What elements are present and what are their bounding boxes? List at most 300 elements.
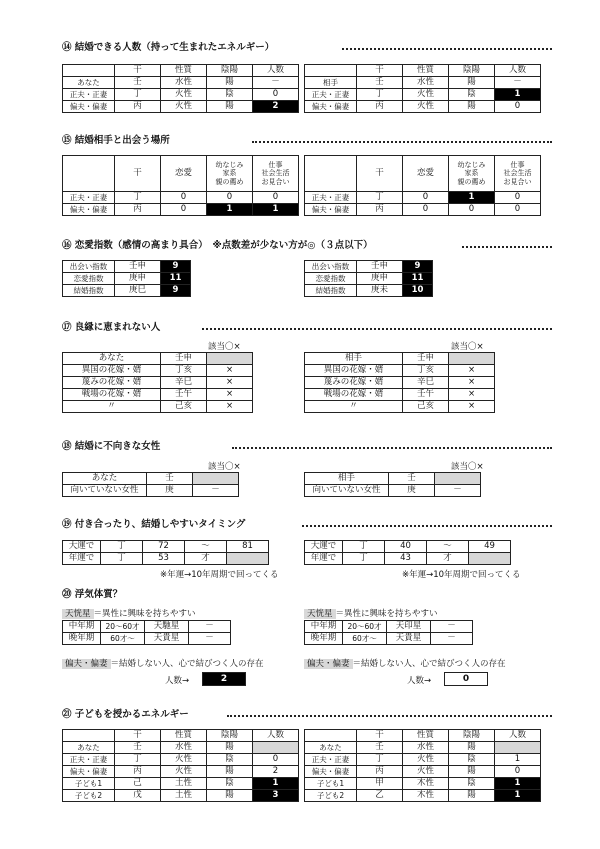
table-row: [305, 754, 541, 766]
table-cell: 49: [469, 541, 511, 553]
table-cell: 3: [253, 790, 299, 802]
count-box: 2: [202, 672, 246, 686]
dotted-leader: [232, 447, 552, 449]
table-cell: 10: [403, 285, 433, 297]
table-cell: 己亥: [161, 401, 207, 413]
row-label: 偏夫・偏妻: [63, 101, 115, 113]
table-row: [305, 553, 511, 565]
table-cell: 水性: [161, 77, 207, 89]
unsuited-table-partner: [304, 472, 481, 497]
table-row: [305, 389, 495, 401]
table-cell: 壬: [147, 473, 193, 485]
unsuited-table-you: [62, 472, 239, 497]
table-cell: 陰: [207, 754, 253, 766]
table-row: [63, 89, 299, 101]
table-row: [63, 101, 299, 113]
dotted-leader: [227, 715, 552, 717]
section-21: [62, 708, 552, 722]
row-label: 結婚指数: [63, 285, 115, 297]
table-row: [305, 273, 433, 285]
table-cell: －: [189, 633, 231, 645]
table-cell: 壬申: [161, 353, 207, 365]
applicable-note: 該当〇×: [208, 462, 241, 472]
row-label: 向いていない女性: [63, 485, 147, 497]
meeting-place-table-partner: [304, 155, 541, 216]
table-cell: 丁亥: [161, 365, 207, 377]
header-cell: 陰陽: [207, 65, 253, 77]
header-cell: 干: [115, 65, 161, 77]
table-cell: 水性: [403, 77, 449, 89]
row-label: あなた: [63, 353, 161, 365]
table-cell: 土性: [161, 778, 207, 790]
table-cell: 丁: [343, 553, 385, 565]
table-cell: 丙: [357, 101, 403, 113]
table-cell: ×: [449, 401, 495, 413]
row-label: 結婚指数: [305, 285, 357, 297]
row-label: 中年期: [63, 621, 101, 633]
table-cell: ×: [449, 389, 495, 401]
table-cell: 水性: [403, 742, 449, 754]
star-tag: 天恍星: [304, 609, 336, 619]
table-cell: 0: [253, 192, 299, 204]
star-line: [62, 607, 196, 619]
table-cell: 壬申: [115, 261, 161, 273]
row-label: 偏夫・偏妻: [63, 766, 115, 778]
table-row: [305, 541, 511, 553]
row-label: 出会い指数: [305, 261, 357, 273]
row-label: 向いていない女性: [305, 485, 389, 497]
table-cell: 0: [403, 204, 449, 216]
dotted-leader: [302, 525, 552, 527]
header-cell: 干: [115, 730, 161, 742]
section-title: ㉑ 子どもを授かるエネルギー: [62, 709, 189, 720]
table-cell: 0: [253, 754, 299, 766]
table-cell: 戊: [115, 790, 161, 802]
table-cell: 60才～: [101, 633, 145, 645]
row-label: 大運で: [63, 541, 101, 553]
header-cell: 恋愛: [161, 156, 207, 192]
header-cell: 性質: [403, 65, 449, 77]
header-cell: 干: [357, 156, 403, 192]
section-title: ⑯ 恋愛指数（感情の高まり具合） ※点数差が少ない方が◎（３点以下）: [62, 240, 373, 251]
table-cell: 火性: [161, 101, 207, 113]
table-cell: 火性: [161, 754, 207, 766]
row-label: 正夫・正妻: [63, 754, 115, 766]
table-cell: 丁: [357, 754, 403, 766]
table-cell: [253, 742, 299, 754]
section-title: ⑭ 結婚できる人数（持って生まれたエネルギー）: [62, 42, 275, 53]
table-cell: [193, 473, 239, 485]
header-cell: 干: [357, 65, 403, 77]
table-cell: 9: [161, 285, 191, 297]
table-row: [63, 365, 253, 377]
table-cell: 丁: [101, 541, 143, 553]
table-row: [63, 77, 299, 89]
table-cell: 0: [495, 766, 541, 778]
header-cell: [305, 730, 357, 742]
children-energy-table-partner: [304, 729, 541, 802]
table-cell: 庚未: [357, 285, 403, 297]
table-row: [63, 273, 191, 285]
table-cell: ×: [207, 389, 253, 401]
header-cell: 仕事 社会生活 お見合い: [495, 156, 541, 192]
header-row: [63, 65, 299, 77]
table-cell: 丁: [115, 192, 161, 204]
row-label: 戦場の花嫁・婿: [63, 389, 161, 401]
section-18: [62, 440, 552, 454]
marriage-count-table-partner: [304, 64, 541, 113]
dotted-leader: [202, 328, 552, 330]
table-row: [63, 353, 253, 365]
applicable-note: 該当〇×: [451, 342, 484, 352]
table-cell: 火性: [161, 766, 207, 778]
section-20: [62, 588, 552, 602]
cycle-note: ※年運→10年周期で回ってくる: [160, 570, 279, 580]
row-label: 正夫・正妻: [305, 192, 357, 204]
infidelity-table-partner: [304, 620, 473, 645]
table-row: [63, 261, 191, 273]
count-label: 人数→: [165, 676, 190, 686]
table-cell: 火性: [403, 754, 449, 766]
table-cell: 1: [495, 790, 541, 802]
table-cell: －: [253, 77, 299, 89]
tag-desc: ＝結婚しない人、心で結びつく人の存在: [352, 659, 506, 669]
table-cell: －: [193, 485, 239, 497]
row-label: 晩年期: [63, 633, 101, 645]
table-row: [305, 473, 481, 485]
table-cell: 木性: [403, 778, 449, 790]
table-cell: 火性: [161, 89, 207, 101]
table-row: [305, 621, 473, 633]
table-row: [63, 742, 299, 754]
star-desc: ＝異性に興味を持ちやすい: [93, 609, 196, 619]
table-cell: 丙: [115, 204, 161, 216]
table-row: [63, 485, 239, 497]
table-row: [305, 101, 541, 113]
table-cell: 0: [495, 101, 541, 113]
marriage-count-table-you: [62, 64, 299, 113]
row-label: 〃: [63, 401, 161, 413]
table-cell: 陽: [207, 766, 253, 778]
table-cell: 丁亥: [403, 365, 449, 377]
header-cell: 仕事 社会生活 お見合い: [253, 156, 299, 192]
header-cell: 干: [357, 730, 403, 742]
table-cell: 11: [403, 273, 433, 285]
row-label: 偏夫・偏妻: [305, 101, 357, 113]
section-title: ⑰ 良縁に恵まれない人: [62, 322, 161, 333]
row-label: あなた: [63, 473, 147, 485]
table-cell: 才: [185, 553, 227, 565]
row-label: 相手: [305, 353, 403, 365]
section-title: ⑮ 結婚相手と出会う場所: [62, 135, 170, 146]
table-cell: 丙: [357, 766, 403, 778]
row-label: 正夫・正妻: [63, 192, 115, 204]
table-row: [305, 377, 495, 389]
table-row: [63, 778, 299, 790]
table-cell: 丙: [115, 101, 161, 113]
row-label: 蔑みの花嫁・婿: [63, 377, 161, 389]
row-label: 偏夫・偏妻: [305, 204, 357, 216]
header-row: [305, 730, 541, 742]
table-cell: 1: [449, 192, 495, 204]
tag-desc: ＝結婚しない人、心で結びつく人の存在: [110, 659, 264, 669]
table-cell: －: [431, 633, 473, 645]
row-label: 年運で: [305, 553, 343, 565]
tag-label: 偏夫・偏妻: [62, 659, 111, 669]
table-cell: [435, 473, 481, 485]
section-title: ⑲ 付き合ったり、結婚しやすいタイミング: [62, 519, 246, 530]
table-cell: 木性: [403, 790, 449, 802]
table-cell: 20～60才: [343, 621, 387, 633]
table-cell: 陽: [449, 101, 495, 113]
table-cell: 土性: [161, 790, 207, 802]
table-cell: 53: [143, 553, 185, 565]
table-cell: 丁: [357, 89, 403, 101]
row-label: あなた: [63, 77, 115, 89]
table-cell: 丁: [115, 754, 161, 766]
header-cell: 干: [115, 156, 161, 192]
table-cell: 陽: [207, 790, 253, 802]
table-cell: 0: [253, 89, 299, 101]
cycle-note: ※年運→10年周期で回ってくる: [402, 570, 521, 580]
table-cell: 陽: [207, 77, 253, 89]
table-cell: 天貴星: [145, 633, 189, 645]
table-cell: －: [431, 621, 473, 633]
row-label: 戦場の花嫁・婿: [305, 389, 403, 401]
table-cell: 庚申: [357, 273, 403, 285]
row-label: 恋愛指数: [305, 273, 357, 285]
count-box: 0: [444, 672, 488, 686]
table-cell: 壬午: [403, 389, 449, 401]
table-cell: [469, 553, 511, 565]
row-label: 晩年期: [305, 633, 343, 645]
table-cell: ×: [449, 377, 495, 389]
table-row: [63, 633, 231, 645]
table-cell: 壬: [115, 742, 161, 754]
row-label: 中年期: [305, 621, 343, 633]
children-energy-table-you: [62, 729, 299, 802]
header-row: [63, 730, 299, 742]
tag-line: [62, 657, 264, 669]
row-label: 異国の花嫁・婿: [305, 365, 403, 377]
table-cell: 水性: [161, 742, 207, 754]
table-row: [63, 192, 299, 204]
row-label: 〃: [305, 401, 403, 413]
header-cell: 性質: [403, 730, 449, 742]
love-index-table-partner: [304, 260, 433, 297]
row-label: 正夫・正妻: [305, 89, 357, 101]
table-cell: －: [495, 77, 541, 89]
table-row: [63, 766, 299, 778]
table-cell: 0: [495, 192, 541, 204]
header-cell: [305, 65, 357, 77]
header-cell: [63, 65, 115, 77]
table-cell: 庚: [389, 485, 435, 497]
tag-line: [304, 657, 506, 669]
meeting-place-table-you: [62, 155, 299, 216]
table-cell: ×: [449, 365, 495, 377]
table-row: [305, 192, 541, 204]
header-cell: 人数: [253, 65, 299, 77]
table-row: [305, 204, 541, 216]
table-cell: ×: [207, 365, 253, 377]
dotted-leader: [252, 141, 552, 143]
header-cell: [305, 156, 357, 192]
table-cell: 丁: [343, 541, 385, 553]
table-cell: 丁: [115, 89, 161, 101]
table-cell: 1: [253, 778, 299, 790]
table-row: [305, 401, 495, 413]
table-cell: 81: [227, 541, 269, 553]
table-cell: 丙: [115, 766, 161, 778]
table-cell: 陽: [207, 101, 253, 113]
table-cell: 1: [495, 754, 541, 766]
table-cell: 庚申: [115, 273, 161, 285]
table-row: [305, 633, 473, 645]
table-cell: ～: [185, 541, 227, 553]
table-row: [305, 261, 433, 273]
table-cell: 庚巳: [115, 285, 161, 297]
table-row: [63, 204, 299, 216]
table-cell: 陰: [449, 754, 495, 766]
table-cell: 己: [115, 778, 161, 790]
row-label: 子ども2: [305, 790, 357, 802]
header-cell: 陰陽: [207, 730, 253, 742]
header-cell: 陰陽: [449, 65, 495, 77]
section-14: [62, 41, 552, 55]
table-cell: [495, 742, 541, 754]
table-cell: [207, 353, 253, 365]
count-label: 人数→: [407, 676, 432, 686]
header-row: [305, 65, 541, 77]
table-cell: 0: [495, 204, 541, 216]
table-cell: 陽: [449, 77, 495, 89]
table-cell: 40: [385, 541, 427, 553]
row-label: 大運で: [305, 541, 343, 553]
table-cell: 0: [403, 192, 449, 204]
section-title: ⑱ 結婚に不向きな女性: [62, 441, 161, 452]
row-label: 相手: [305, 473, 389, 485]
table-row: [305, 790, 541, 802]
table-cell: 60才～: [343, 633, 387, 645]
table-cell: 陽: [207, 742, 253, 754]
table-cell: 陰: [207, 778, 253, 790]
star-tag: 天恍星: [62, 609, 94, 619]
table-row: [63, 754, 299, 766]
love-index-table-you: [62, 260, 191, 297]
table-cell: 0: [161, 204, 207, 216]
row-label: あなた: [63, 742, 115, 754]
table-row: [305, 485, 481, 497]
table-cell: －: [189, 621, 231, 633]
header-cell: 幼なじみ 家系 親の薦め: [207, 156, 253, 192]
table-cell: 乙: [357, 790, 403, 802]
table-cell: 0: [449, 204, 495, 216]
table-cell: 天印星: [387, 621, 431, 633]
applicable-note: 該当〇×: [208, 342, 241, 352]
table-cell: 壬申: [357, 261, 403, 273]
table-cell: 壬: [357, 742, 403, 754]
table-cell: 陰: [449, 89, 495, 101]
table-cell: 庚: [147, 485, 193, 497]
infidelity-table-you: [62, 620, 231, 645]
table-cell: ×: [207, 401, 253, 413]
table-cell: 天貴星: [387, 633, 431, 645]
timing-table-you: [62, 540, 269, 565]
table-cell: 辛巳: [403, 377, 449, 389]
table-cell: 陰: [449, 778, 495, 790]
dotted-leader: [342, 48, 552, 50]
timing-table-partner: [304, 540, 511, 565]
table-cell: 72: [143, 541, 185, 553]
table-cell: 才: [427, 553, 469, 565]
bad-match-table-partner: [304, 352, 495, 413]
table-cell: [449, 353, 495, 365]
table-cell: 20～60才: [101, 621, 145, 633]
table-cell: 1: [495, 89, 541, 101]
header-cell: 性質: [161, 65, 207, 77]
section-19: [62, 518, 552, 532]
table-cell: ～: [427, 541, 469, 553]
header-cell: [63, 156, 115, 192]
table-cell: 1: [495, 778, 541, 790]
row-label: 異国の花嫁・婿: [63, 365, 161, 377]
header-cell: 人数: [253, 730, 299, 742]
table-cell: 陽: [449, 766, 495, 778]
table-cell: 1: [253, 204, 299, 216]
table-cell: 火性: [403, 101, 449, 113]
table-cell: 壬: [115, 77, 161, 89]
row-label: 子ども1: [305, 778, 357, 790]
tag-label: 偏夫・偏妻: [304, 659, 353, 669]
row-label: 相手: [305, 77, 357, 89]
table-cell: 己亥: [403, 401, 449, 413]
table-cell: 壬申: [403, 353, 449, 365]
section-17: [62, 321, 552, 335]
row-label: あなた: [305, 742, 357, 754]
header-cell: 幼なじみ 家系 親の薦め: [449, 156, 495, 192]
table-cell: 丁: [101, 553, 143, 565]
row-label: 偏夫・偏妻: [63, 204, 115, 216]
table-cell: 丁: [357, 192, 403, 204]
table-cell: 43: [385, 553, 427, 565]
table-row: [63, 790, 299, 802]
header-row: [63, 156, 299, 192]
table-cell: 9: [161, 261, 191, 273]
table-cell: 陰: [207, 89, 253, 101]
table-row: [305, 778, 541, 790]
table-cell: 丙: [357, 204, 403, 216]
row-label: 正夫・正妻: [63, 89, 115, 101]
row-label: 蔑みの花嫁・婿: [305, 377, 403, 389]
table-cell: 火性: [403, 89, 449, 101]
table-row: [305, 89, 541, 101]
row-label: 偏夫・偏妻: [305, 766, 357, 778]
table-cell: 壬: [357, 77, 403, 89]
table-row: [305, 766, 541, 778]
row-label: 子ども2: [63, 790, 115, 802]
row-label: 年運で: [63, 553, 101, 565]
table-row: [63, 553, 269, 565]
table-cell: 陽: [449, 790, 495, 802]
section-title: ⑳ 浮気体質？: [62, 589, 123, 600]
header-cell: 陰陽: [449, 730, 495, 742]
table-cell: 壬: [389, 473, 435, 485]
table-cell: 0: [207, 192, 253, 204]
table-row: [63, 285, 191, 297]
table-cell: 陽: [449, 742, 495, 754]
table-row: [305, 285, 433, 297]
